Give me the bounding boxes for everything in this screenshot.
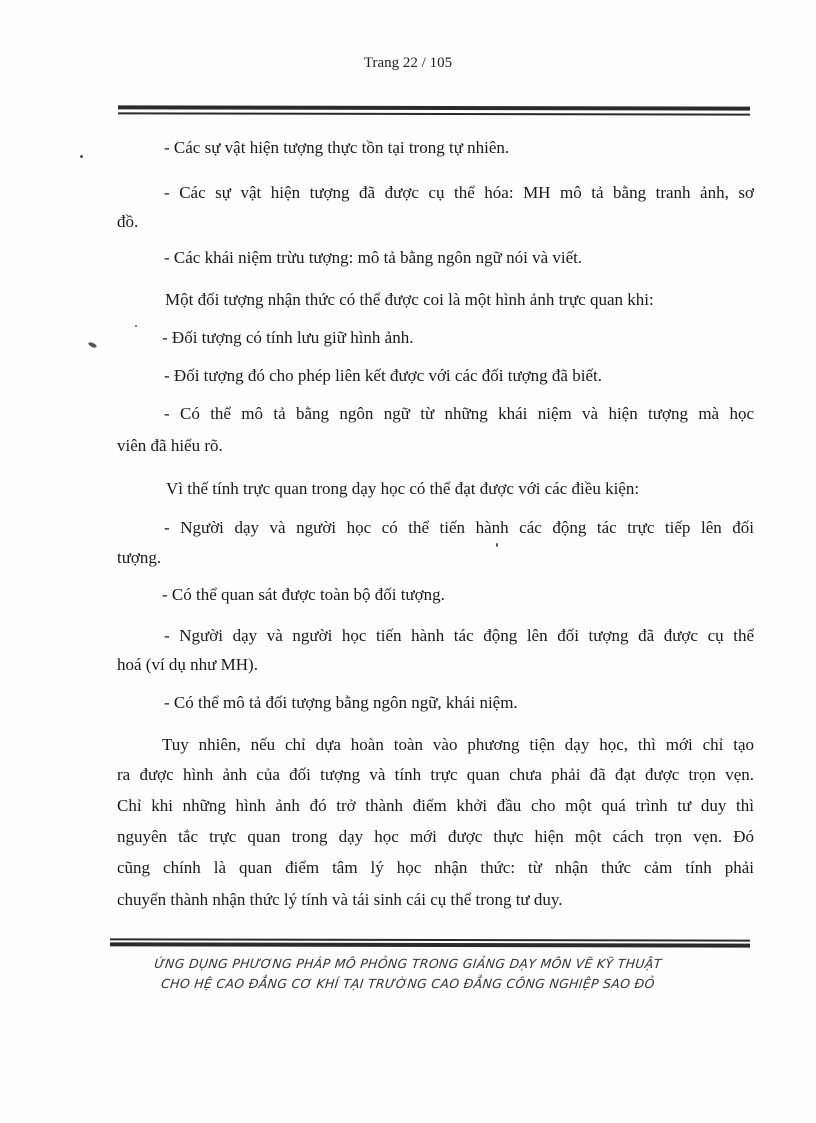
body-line: - Có thể mô tả bằng ngôn ngữ từ những khái niệm và hiện tượng mà học	[164, 404, 754, 423]
header-rule-thin	[118, 112, 750, 115]
paragraph-line: nguyên tắc trực quan trong dạy học mới được thực hiện một cách trọn vẹn. Đó	[117, 827, 754, 846]
paragraph-line: ra được hình ảnh của đối tượng và tính trực quan chưa phải đã đạt được trọn vẹn.	[117, 765, 754, 784]
scan-speck	[135, 325, 137, 327]
body-line: - Các khái niệm trừu tượng: mô tả bằng ngôn ngữ nói và viết.	[164, 248, 583, 267]
body-line: - Có thể mô tả đối tượng bằng ngôn ngữ, khái niệm.	[164, 693, 518, 712]
body-line: tượng.	[117, 548, 162, 567]
body-line: Vì thế tính trực quan trong dạy học có thể đạt được với các điều kiện:	[166, 479, 640, 498]
footer-rule-thick	[110, 942, 750, 947]
page-number-header: Trang 22 / 105	[363, 55, 453, 71]
scan-speck	[80, 155, 83, 158]
body-line: - Người dạy và người học có thể tiến hành các động tác trực tiếp lên đối	[164, 518, 754, 537]
body-line: - Người dạy và người học tiến hành tác động lên đối tượng đã được cụ thể	[164, 626, 754, 645]
body-line: Một đối tượng nhận thức có thể được coi là một hình ảnh trực quan khi:	[165, 290, 654, 309]
header-rule-thick	[118, 105, 750, 110]
paragraph-line: cũng chính là quan điểm tâm lý học nhận thức: từ nhận thức cảm tính phải	[117, 858, 754, 877]
paragraph-line: chuyển thành nhận thức lý tính và tái sinh cái cụ thể trong tư duy.	[117, 890, 563, 909]
footer-rule-thin	[110, 938, 750, 941]
body-line: - Các sự vật hiện tượng đã được cụ thể hóa: MH mô tả bằng tranh ảnh, sơ	[164, 183, 754, 202]
body-line: hoá (ví dụ như MH).	[117, 655, 258, 674]
body-line: - Đối tượng có tính lưu giữ hình ảnh.	[162, 328, 414, 347]
body-line: - Các sự vật hiện tượng thực tồn tại trong tự nhiên.	[164, 138, 510, 157]
paragraph-line: Tuy nhiên, nếu chỉ dựa hoàn toàn vào phương tiện dạy học, thì mới chỉ tạo	[162, 735, 754, 754]
scan-speck	[496, 543, 498, 547]
footer-title-line: CHO HỆ CAO ĐẲNG CƠ KHÍ TẠI TRƯỜNG CAO ĐẲNG CÔNG NGHIỆP SAO ĐỎ	[160, 976, 656, 991]
scan-speck	[88, 341, 98, 348]
paragraph-line: Chỉ khi những hình ảnh đó trở thành điểm khởi đầu cho một quá trình tư duy thì	[117, 796, 754, 815]
body-line: đồ.	[117, 212, 139, 231]
body-line: viên đã hiểu rõ.	[117, 436, 223, 455]
body-line: - Đối tượng đó cho phép liên kết được với các đối tượng đã biết.	[164, 366, 602, 385]
body-line: - Có thể quan sát được toàn bộ đối tượng.	[162, 585, 445, 604]
footer-title-line: ỨNG DỤNG PHƯƠNG PHÁP MÔ PHỎNG TRONG GIẢNG DẠY MÔN VẼ KỸ THUẬT	[153, 956, 663, 971]
